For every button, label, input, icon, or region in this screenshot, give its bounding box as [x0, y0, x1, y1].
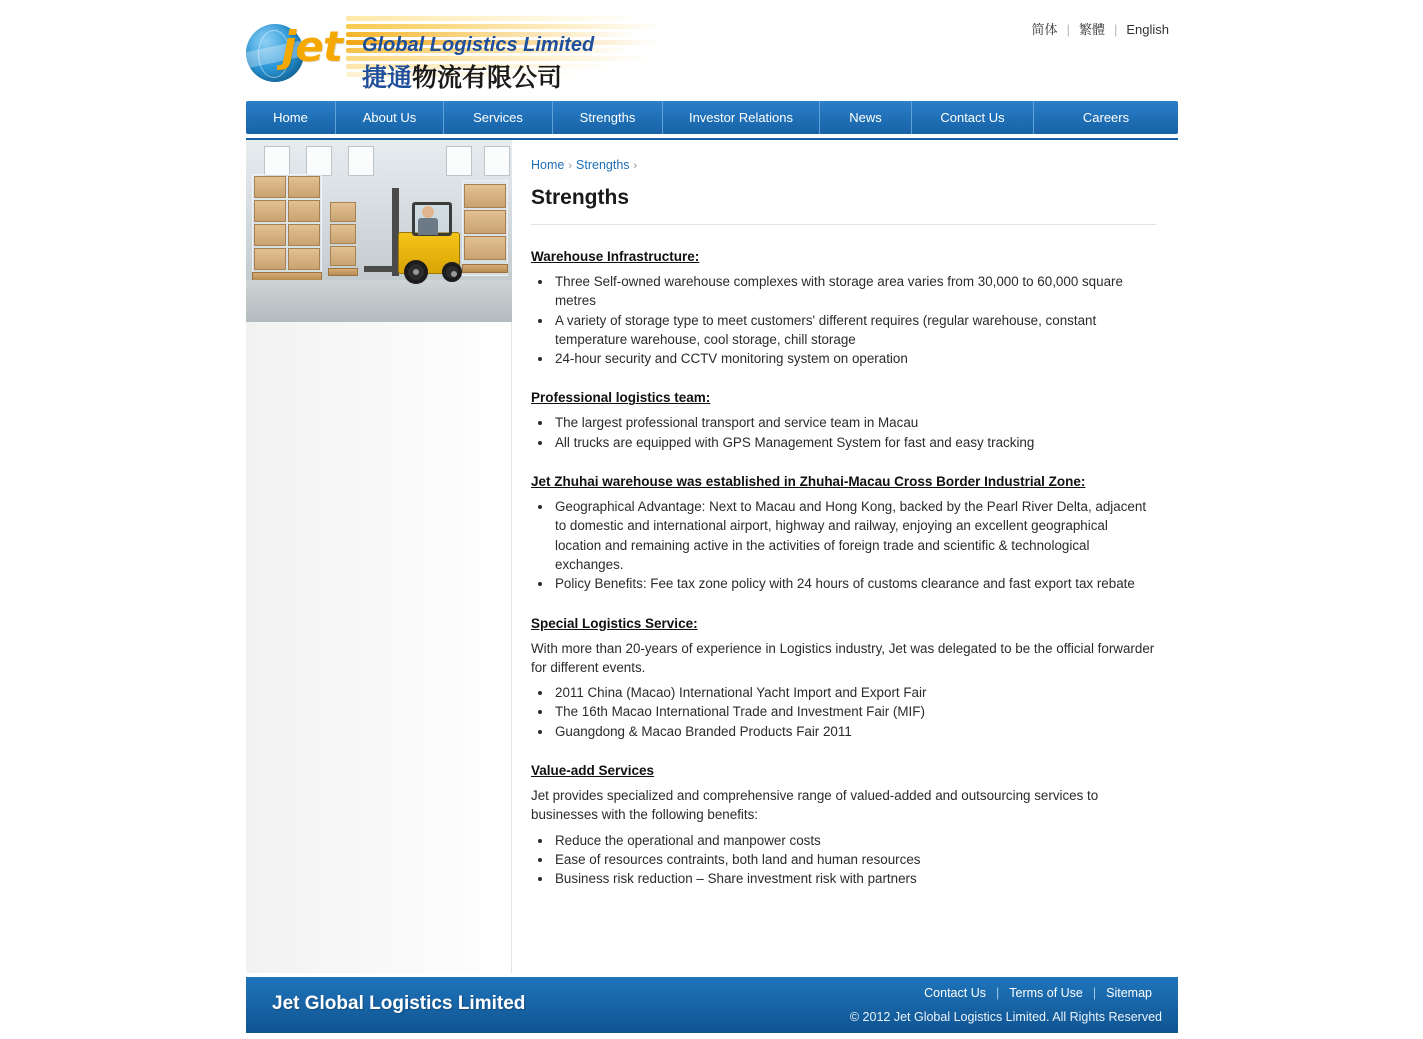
main-content — [513, 140, 1178, 973]
nav-item-news[interactable]: News — [820, 101, 912, 134]
footer-brand: Jet Global Logistics Limited — [272, 993, 526, 1014]
logo-english-text: Global Logistics Limited — [362, 34, 595, 56]
lang-english[interactable]: English — [1126, 22, 1169, 37]
list-item: • The largest professional transport and service team in Macau — [553, 413, 1156, 432]
footer-link-sitemap[interactable]: Sitemap — [1106, 986, 1152, 1000]
section-heading-warehouse-infrastructure: Warehouse Infrastructure: — [531, 249, 700, 264]
lang-separator-1: | — [1066, 22, 1070, 37]
nav-item-investor-relations[interactable]: Investor Relations — [663, 101, 820, 134]
list-item: • The 16th Macao International Trade and Investment Fair (MIF) — [553, 702, 1156, 721]
section-paragraph-value-add-services: Jet provides specialized and comprehensive range of valued-added and outsourcing services to businesses with the following benefits: — [531, 788, 1099, 823]
nav-item-services[interactable]: Services — [444, 101, 553, 134]
section-heading-value-add-services: Value-add Services — [531, 763, 655, 779]
page-title: Strengths — [531, 186, 1156, 225]
footer-separator-1: | — [996, 986, 1000, 1000]
breadcrumb-home[interactable]: Home — [531, 158, 565, 172]
section-bullets-professional-logistics-team — [531, 413, 1156, 452]
list-item: • 24-hour security and CCTV monitoring system on operation — [553, 349, 1156, 368]
footer-copyright: © 2012 Jet Global Logistics Limited. All Rights Reserved — [849, 1010, 1162, 1024]
footer-separator-2: | — [1092, 986, 1097, 1000]
breadcrumb — [531, 158, 1156, 172]
site-header — [0, 0, 1423, 100]
logo-jet-text: jet — [282, 22, 342, 71]
nav-item-strengths[interactable]: Strengths — [553, 101, 663, 134]
nav-item-contact-us[interactable]: Contact Us — [912, 101, 1034, 134]
section-bullets-jet-zhuhai-warehouse — [531, 497, 1156, 593]
list-item: • Ease of resources contraints, both land and human resources — [553, 850, 1156, 869]
lang-traditional-chinese[interactable]: 繁體 — [1078, 22, 1105, 37]
footer-link-terms-of-use[interactable]: Terms of Use — [1009, 986, 1083, 1000]
lang-separator-2: | — [1113, 22, 1118, 37]
site-logo[interactable] — [246, 10, 666, 92]
warehouse-forklift-photo — [246, 140, 512, 322]
left-sidebar — [246, 140, 512, 973]
list-item: • All trucks are equipped with GPS Management System for fast and easy tracking — [553, 433, 1156, 452]
breadcrumb-separator-1: › — [568, 160, 573, 172]
breadcrumb-separator-2: › — [633, 160, 638, 172]
section-heading-professional-logistics-team: Professional logistics team: — [531, 390, 711, 406]
list-item: • A variety of storage type to meet customers' different requires (regular warehouse, constant temperature warehouse, cool storage, chill storage — [553, 311, 1156, 350]
logo-chinese-black: 物流有限公司 — [412, 64, 563, 92]
site-footer — [246, 977, 1178, 1033]
logo-chinese-text — [362, 58, 562, 94]
footer-link-contact-us[interactable]: Contact Us — [924, 986, 986, 1000]
list-item: • 2011 China (Macao) International Yacht Import and Export Fair — [553, 683, 1156, 702]
section-heading-special-logistics-service: Special Logistics Service: — [531, 615, 698, 631]
logo-chinese-blue: 捷通 — [362, 64, 413, 92]
language-switcher — [1023, 19, 1178, 38]
nav-item-home[interactable]: Home — [246, 101, 336, 134]
section-bullets-special-logistics-service — [531, 683, 1156, 741]
section-paragraph-special-logistics-service: With more than 20-years of experience in Logistics industry, Jet was delegated to be the official forwarder for different events. — [531, 640, 1155, 675]
list-item: • Policy Benefits: Fee tax zone policy with 24 hours of customs clearance and fast export tax rebate — [553, 574, 1156, 593]
list-item: • Geographical Advantage: Next to Macau and Hong Kong, backed by the Pearl River Delta, adjacent to domestic and international airport, highway and railway, enjoying an excellent geographical location and remaining active in the activities of foreign trade and scientific & technological exchanges. — [553, 497, 1156, 574]
breadcrumb-strengths[interactable]: Strengths — [576, 158, 630, 172]
lang-simplified-chinese[interactable]: 简体 — [1031, 22, 1058, 37]
section-bullets-warehouse-infrastructure — [531, 272, 1156, 368]
nav-item-about-us[interactable]: About Us — [336, 101, 444, 134]
nav-item-careers[interactable]: Careers — [1082, 110, 1130, 125]
list-item: • Three Self-owned warehouse complexes with storage area varies from 30,000 to 60,000 square metres — [553, 272, 1156, 311]
section-heading-jet-zhuhai-warehouse: Jet Zhuhai warehouse was established in Zhuhai-Macau Cross Border Industrial Zone: — [531, 474, 1086, 490]
list-item: • Reduce the operational and manpower costs — [553, 831, 1156, 850]
footer-links — [914, 986, 1162, 1000]
list-item: • Guangdong & Macao Branded Products Fair 2011 — [553, 722, 1156, 741]
content-shell — [246, 138, 1178, 973]
main-navigation — [246, 101, 1178, 134]
list-item: • Business risk reduction – Share investment risk with partners — [553, 869, 1156, 888]
section-bullets-value-add-services — [531, 831, 1156, 889]
